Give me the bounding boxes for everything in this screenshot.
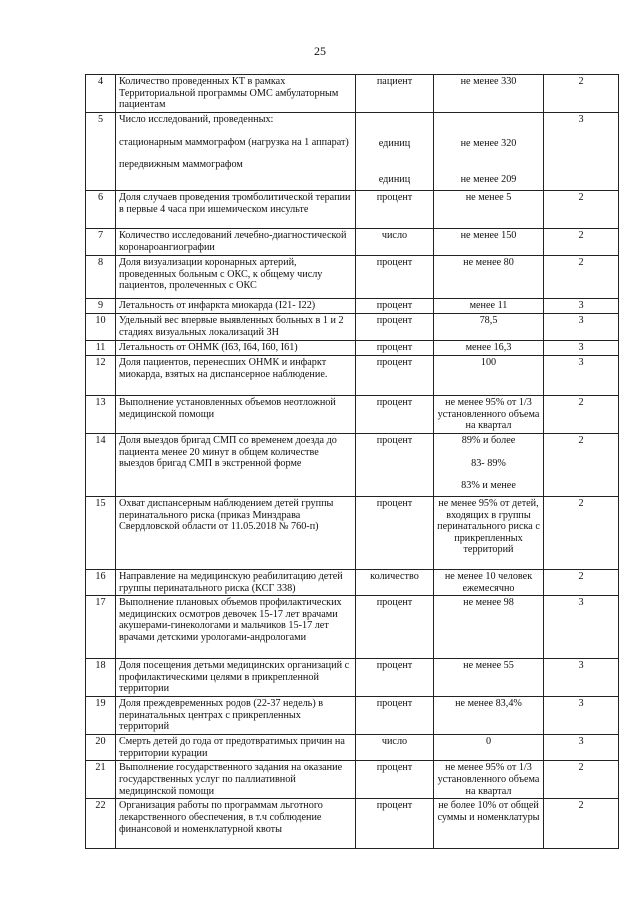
sub-target: не менее 320 — [460, 138, 517, 149]
points-value: 3 — [544, 596, 619, 659]
target-value: не менее 95% от 1/3 установленного объема на квартал — [434, 761, 544, 799]
row-number: 18 — [86, 659, 116, 697]
sub-indicator: стационарным маммографом (нагрузка на 1 аппарат) — [119, 136, 349, 148]
points-value: 2 — [544, 229, 619, 256]
table-row — [86, 75, 619, 113]
row-number: 20 — [86, 735, 116, 761]
table-row — [86, 434, 619, 497]
unit-of-measure: процент — [356, 341, 434, 356]
indicator-name: Количество проведенных КТ в рамках Территориальной программы ОМС амбулаторным пациентам — [116, 75, 356, 113]
row-number: 12 — [86, 356, 116, 396]
unit-of-measure — [356, 113, 434, 191]
points-value: 2 — [544, 396, 619, 434]
indicator-name: Направление на медицинскую реабилитацию детей группы перинатального риска (КСГ 338) — [116, 570, 356, 596]
unit-of-measure: процент — [356, 497, 434, 570]
row-number: 15 — [86, 497, 116, 570]
row-number: 22 — [86, 799, 116, 849]
page-number: 25 — [314, 44, 326, 58]
points-value: 2 — [544, 570, 619, 596]
unit-of-measure: процент — [356, 434, 434, 497]
table-row — [86, 396, 619, 434]
unit-of-measure: процент — [356, 256, 434, 299]
unit-of-measure: процент — [356, 659, 434, 697]
unit-of-measure: количество — [356, 570, 434, 596]
points-value: 3 — [544, 735, 619, 761]
target-value — [434, 113, 544, 191]
indicator-name: Организация работы по программам льготного лекарственного обеспечения, в т.ч соблюдение финансовой и номенклатурной квоты — [116, 799, 356, 849]
target-value: не менее 95% от детей, входящих в группы перинатального риска с прикрепленных территорий — [434, 497, 544, 570]
table-row — [86, 497, 619, 570]
target-value: менее 16,3 — [434, 341, 544, 356]
target-range: 89% и более — [461, 435, 516, 446]
target-value: не менее 83,4% — [434, 697, 544, 735]
points-value: 3 — [544, 314, 619, 341]
indicator-name: Доля выездов бригад СМП со временем доезда до пациента менее 20 минут в общем количестве выездов бригад СМП в экстренной форме — [116, 434, 356, 497]
points-value: 3 — [544, 341, 619, 356]
unit-of-measure: процент — [356, 697, 434, 735]
target-value: 100 — [434, 356, 544, 396]
unit-of-measure: процент — [356, 596, 434, 659]
unit-of-measure: процент — [356, 396, 434, 434]
table-row — [86, 113, 619, 191]
table-row — [86, 299, 619, 314]
table-row — [86, 256, 619, 299]
unit-of-measure: процент — [356, 761, 434, 799]
indicator-name: Доля пациентов, перенесших ОНМК и инфаркт миокарда, взятых на диспансерное наблюдение. — [116, 356, 356, 396]
sub-indicator: передвижным маммографом — [119, 159, 243, 171]
target-value: не менее 10 человек ежемесячно — [434, 570, 544, 596]
points-value: 2 — [544, 434, 619, 497]
target-value: не более 10% от общей суммы и номенклатуры — [434, 799, 544, 849]
indicator-name: Летальность от инфаркта миокарда (I21- I22) — [116, 299, 356, 314]
unit-of-measure: процент — [356, 799, 434, 849]
points-value: 2 — [544, 256, 619, 299]
table-row — [86, 761, 619, 799]
row-number: 6 — [86, 191, 116, 229]
unit-of-measure: число — [356, 735, 434, 761]
unit-of-measure: процент — [356, 299, 434, 314]
target-value: не менее 98 — [434, 596, 544, 659]
points-value: 2 — [544, 75, 619, 113]
indicator-name: Количество исследований лечебно-диагностической коронароангиографии — [116, 229, 356, 256]
indicator-name: Доля случаев проведения тромболитической терапии в первые 4 часа при ишемическом инсульте — [116, 191, 356, 229]
row-number: 14 — [86, 434, 116, 497]
target-value: не менее 80 — [434, 256, 544, 299]
indicator-intro: Число исследований, проведенных: — [119, 114, 274, 125]
table-row — [86, 596, 619, 659]
unit-of-measure: процент — [356, 191, 434, 229]
row-number: 21 — [86, 761, 116, 799]
indicator-name: Выполнение плановых объемов профилактических медицинских осмотров девочек 15-17 лет врачами акушерами-гинекологами и мальчиков 15-17 лет врачами детскими урологами-андрологами — [116, 596, 356, 659]
row-number: 5 — [86, 113, 116, 191]
row-number: 4 — [86, 75, 116, 113]
indicator-name: Выполнение установленных объемов неотложной медицинской помощи — [116, 396, 356, 434]
unit-of-measure: число — [356, 229, 434, 256]
unit-of-measure: процент — [356, 356, 434, 396]
points-value: 3 — [544, 356, 619, 396]
sub-unit: единиц — [378, 173, 411, 185]
table-row — [86, 697, 619, 735]
indicator-name: Смерть детей до года от предотвратимых причин на территории курации — [116, 735, 356, 761]
indicator-name: Доля преждевременных родов (22-37 недель) в перинатальных центрах с прикрепленных территорий — [116, 697, 356, 735]
table-row — [86, 570, 619, 596]
indicator-name: Доля визуализации коронарных артерий, проведенных больным с ОКС, к общему числу пациентов, пролеченных с ОКС — [116, 256, 356, 299]
table-row — [86, 341, 619, 356]
target-value: менее 11 — [434, 299, 544, 314]
points-value: 2 — [544, 191, 619, 229]
indicator-name: Выполнение государственного задания на оказание государственных услуг по паллиативной медицинской помощи — [116, 761, 356, 799]
row-number: 13 — [86, 396, 116, 434]
unit-of-measure: процент — [356, 314, 434, 341]
points-value: 2 — [544, 497, 619, 570]
target-value: не менее 5 — [434, 191, 544, 229]
table-row — [86, 799, 619, 849]
target-range: 83- 89% — [471, 457, 506, 469]
sub-unit: единиц — [378, 138, 411, 149]
target-value: не менее 330 — [434, 75, 544, 113]
table-row — [86, 356, 619, 396]
target-value: 78,5 — [434, 314, 544, 341]
unit-of-measure: пациент — [356, 75, 434, 113]
row-number: 16 — [86, 570, 116, 596]
table-row — [86, 191, 619, 229]
points-value: 2 — [544, 799, 619, 849]
row-number: 17 — [86, 596, 116, 659]
indicator-name: Доля посещения детьми медицинских организаций с профилактическими целями в прикрепленной территории — [116, 659, 356, 697]
row-number: 11 — [86, 341, 116, 356]
table-row — [86, 229, 619, 256]
target-value: не менее 95% от 1/3 установленного объема на квартал — [434, 396, 544, 434]
points-value: 3 — [544, 659, 619, 697]
points-value: 3 — [544, 299, 619, 314]
criteria-table — [85, 74, 619, 849]
points-value: 3 — [544, 697, 619, 735]
table-row — [86, 659, 619, 697]
table-row — [86, 314, 619, 341]
row-number: 10 — [86, 314, 116, 341]
target-value: не менее 150 — [434, 229, 544, 256]
target-range: 83% и менее — [461, 480, 516, 492]
row-number: 9 — [86, 299, 116, 314]
indicator-name: Удельный вес впервые выявленных больных в 1 и 2 стадиях визуальных локализаций ЗН — [116, 314, 356, 341]
row-number: 19 — [86, 697, 116, 735]
indicator-name: Летальность от ОНМК (I63, I64, I60, I61) — [116, 341, 356, 356]
target-value — [434, 434, 544, 497]
table-row — [86, 735, 619, 761]
row-number: 8 — [86, 256, 116, 299]
points-value: 2 — [544, 761, 619, 799]
indicator-name — [116, 113, 356, 191]
row-number: 7 — [86, 229, 116, 256]
target-value: не менее 55 — [434, 659, 544, 697]
target-value: 0 — [434, 735, 544, 761]
sub-target: не менее 209 — [460, 173, 517, 185]
points-value: 3 — [544, 113, 619, 191]
indicator-name: Охват диспансерным наблюдением детей группы перинатального риска (приказ Минздрава Свердловской области от 11.05.2018 № 760-п) — [116, 497, 356, 570]
